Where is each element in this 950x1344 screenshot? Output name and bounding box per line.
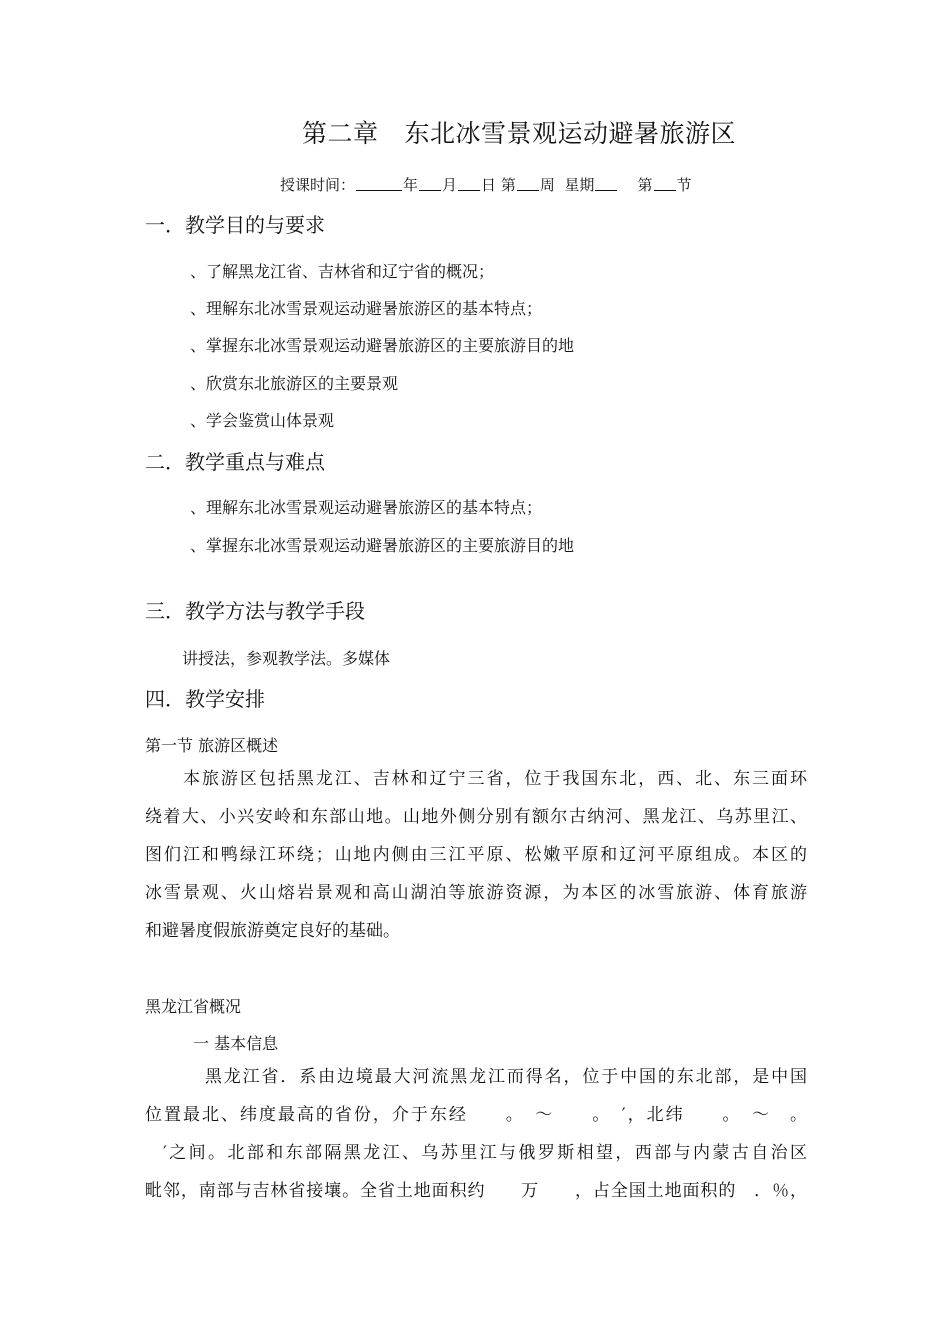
lecture-time-label: 授课时间： (280, 176, 356, 194)
month-label: 月 (442, 176, 458, 194)
province-heading: 黑龙江省概况 (145, 997, 242, 1016)
section-heading-methods: 三．教学方法与教学手段 (145, 599, 365, 623)
key-point-item: 、掌握东北冰雪景观运动避暑旅游区的主要旅游目的地 (190, 536, 575, 555)
weekday-label: 星期 (564, 176, 595, 194)
objective-item: 、了解黑龙江省、吉林省和辽宁省的概况； (190, 262, 495, 281)
objective-item: 、掌握东北冰雪景观运动避暑旅游区的主要旅游目的地 (190, 336, 575, 355)
section-prefix: 第 (637, 176, 653, 194)
paragraph-line: 位置最北、纬度最高的省份，介于东经 。 ～ 。 ′，北纬 。 ～ 。 (145, 1105, 807, 1125)
key-point-item: 、理解东北冰雪景观运动避暑旅游区的基本特点； (190, 498, 543, 517)
week-prefix: 第 (500, 176, 516, 194)
paragraph-line: ′之间。北部和东部隔黑龙江、乌苏里江与俄罗斯相望，西部与内蒙古自治区 (163, 1143, 807, 1163)
lesson-heading: 第一节 旅游区概述 (145, 736, 279, 755)
province-paragraph (145, 1058, 807, 1210)
day-blank (458, 176, 480, 191)
section-label: 节 (676, 176, 692, 194)
subsection-heading: 一 基本信息 (193, 1034, 279, 1053)
paragraph-line: 和避暑度假旅游奠定良好的基础。 (145, 921, 400, 941)
year-blank (356, 176, 402, 191)
section-heading-schedule: 四．教学安排 (145, 687, 265, 711)
paragraph-line: 图们江和鸭绿江环绕；山地内侧由三江平原、松嫩平原和辽河平原组成。本区的 (145, 845, 807, 865)
paragraph-line: 毗邻，南部与吉林省接壤。全省土地面积约 万 ，占全国土地面积的 ．％， (145, 1181, 807, 1201)
section-heading-key-points: 二．教学重点与难点 (145, 450, 325, 474)
objective-item: 、理解东北冰雪景观运动避暑旅游区的基本特点； (190, 299, 543, 318)
weekday-blank (595, 176, 617, 191)
paragraph-line: 本旅游区包括黑龙江、吉林和辽宁三省，位于我国东北，西、北、东三面环 (181, 769, 807, 789)
methods-text: 讲授法，参观教学法。多媒体 (182, 649, 391, 668)
paragraph-line: 黑龙江省．系由边境最大河流黑龙江而得名，位于中国的东北部，是中国 (203, 1067, 807, 1087)
week-blank (517, 176, 539, 191)
year-label: 年 (403, 176, 419, 194)
week-label: 周 (539, 176, 555, 194)
section-heading-objectives: 一．教学目的与要求 (145, 213, 325, 237)
day-label: 日 (481, 176, 497, 194)
objective-item: 、学会鉴赏山体景观 (190, 411, 335, 430)
chapter-name: 东北冰雪景观运动避暑旅游区 (404, 119, 737, 148)
objective-item: 、欣赏东北旅游区的主要景观 (190, 374, 399, 393)
chapter-title (302, 114, 736, 150)
paragraph-line: 冰雪景观、火山熔岩景观和高山湖泊等旅游资源，为本区的冰雪旅游、体育旅游 (145, 883, 807, 903)
paragraph-line: 绕着大、小兴安岭和东部山地。山地外侧分别有额尔古纳河、黑龙江、乌苏里江、 (145, 807, 807, 827)
lesson-paragraph (145, 760, 807, 950)
month-blank (419, 176, 441, 191)
chapter-number: 第二章 (302, 119, 379, 148)
lecture-time-line (280, 174, 692, 195)
section-blank (654, 176, 676, 191)
